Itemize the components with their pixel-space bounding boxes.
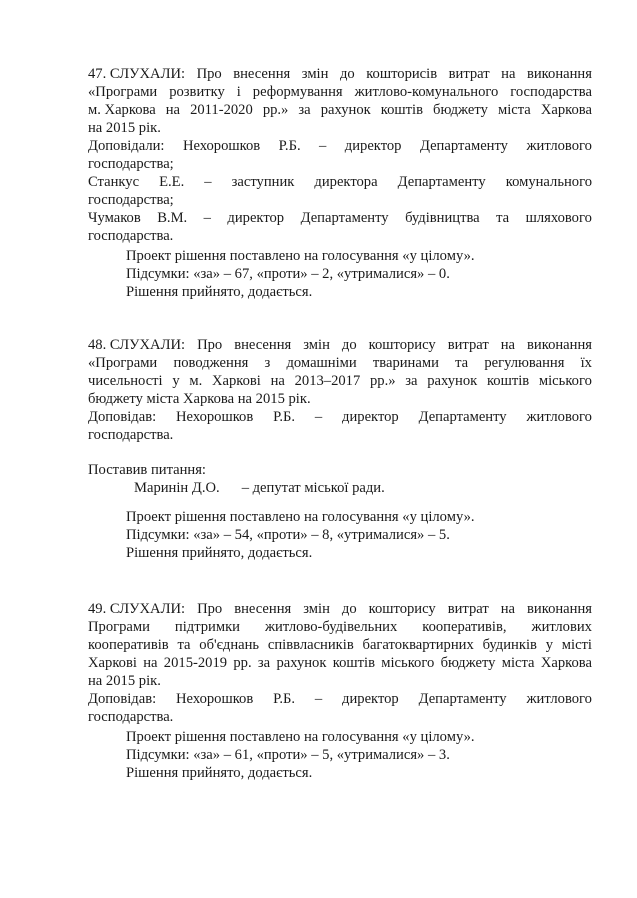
word: – [204, 174, 212, 190]
word: 47. СЛУХАЛИ: [88, 66, 186, 82]
word: будинків [482, 637, 537, 653]
word: Доповідав: [88, 691, 157, 707]
item-49-line-3 [88, 636, 592, 654]
word: внесення [233, 66, 291, 82]
vote-48 [126, 508, 546, 562]
word: підтримки [174, 619, 240, 635]
word: за [298, 102, 311, 118]
word: житлового [526, 409, 592, 425]
item-47-line-3 [88, 101, 592, 119]
word: Станкус [88, 174, 140, 190]
item-47-speaker-1-cont: господарства; [88, 156, 174, 172]
word: 48. СЛУХАЛИ: [88, 337, 186, 353]
item-47-speaker-2-cont: господарства; [88, 192, 174, 208]
word: господарства [510, 84, 592, 100]
word: кооперативів, [422, 619, 507, 635]
word: Харкові [211, 373, 261, 389]
word: виконання [527, 337, 592, 353]
word: Р.Б. [273, 409, 296, 425]
word: рахунок [427, 373, 478, 389]
word: м. Харкова [88, 102, 156, 118]
word: Департаменту [397, 174, 486, 190]
word: директор [227, 210, 285, 226]
word: 2013–2017 [294, 373, 361, 389]
word: житлово-будівельних [264, 619, 398, 635]
word: з [264, 355, 271, 371]
word: та [455, 355, 469, 371]
word: директора [314, 174, 378, 190]
item-48-deputy [88, 479, 592, 497]
vote-47-proposal: Проект рішення поставлено на голосування «у цілому». [126, 248, 475, 264]
item-49-line-2 [88, 618, 592, 636]
item-48 [88, 336, 592, 444]
word: житлово-комунального [354, 84, 499, 100]
word: на [165, 102, 181, 118]
word: на [501, 66, 516, 82]
word: витрат [447, 337, 489, 353]
item-48-deputy-name: Маринін Д.О. [134, 480, 220, 496]
word: виконання [527, 601, 592, 617]
word: шляхового [525, 210, 592, 226]
word: і [236, 84, 241, 100]
word: Про [197, 601, 223, 617]
vote-48-results: Підсумки: «за» – 54, «проти» – 8, «утрималися» – 5. [126, 527, 450, 543]
word: заступник [231, 174, 295, 190]
word: Харкова [540, 102, 592, 118]
word: міста [497, 102, 531, 118]
word: Департаменту [418, 691, 507, 707]
vote-47 [126, 247, 546, 301]
word: – [319, 138, 327, 154]
word: місті [561, 637, 592, 653]
word: на [143, 655, 158, 671]
word: витрат [447, 601, 489, 617]
word: м. [189, 373, 203, 389]
item-48-raised [88, 461, 592, 497]
word: бюджету [440, 655, 496, 671]
word: внесення [234, 337, 292, 353]
word: регулювання [484, 355, 565, 371]
item-47-speaker-3-cont: господарства. [88, 228, 174, 244]
word: на [500, 337, 516, 353]
word: Про [197, 337, 223, 353]
vote-49 [126, 728, 546, 782]
word: змін [301, 66, 329, 82]
word: кошторисів [366, 66, 438, 82]
word: коштів [486, 373, 530, 389]
word: міського [538, 373, 592, 389]
item-47 [88, 65, 592, 245]
word: директор [342, 691, 399, 707]
word: директор [344, 138, 402, 154]
vote-49-decision: Рішення прийнято, додається. [126, 765, 313, 781]
word: «Програми [88, 355, 158, 371]
word: – [203, 210, 211, 226]
vote-48-decision: Рішення прийнято, додається. [126, 545, 313, 561]
word: співвласників [267, 637, 354, 653]
word: чисельності [88, 373, 163, 389]
word: поводження [173, 355, 249, 371]
word: «Програми [88, 84, 158, 100]
vote-48-proposal: Проект рішення поставлено на голосування «у цілому». [126, 509, 475, 525]
word: на [270, 373, 285, 389]
word: тваринами [372, 355, 439, 371]
item-48-speaker [88, 408, 592, 426]
word: Нехорошков [182, 138, 261, 154]
word: 2011-2020 [190, 102, 253, 118]
item-47-line-4: на 2015 рік. [88, 120, 161, 136]
word: рахунок [320, 102, 371, 118]
word: – [314, 409, 323, 425]
word: бюджету [433, 102, 488, 118]
word: до [341, 601, 357, 617]
item-48-deputy-role: – депутат міської ради. [241, 480, 385, 496]
word: директор [342, 409, 399, 425]
vote-49-results: Підсумки: «за» – 61, «проти» – 5, «утрималися» – 3. [126, 747, 450, 763]
vote-47-results: Підсумки: «за» – 67, «проти» – 2, «утрималися» – 0. [126, 266, 450, 282]
word: внесення [234, 601, 292, 617]
item-49-line-4 [88, 654, 592, 672]
word: будівництва [405, 210, 480, 226]
word: В.М. [157, 210, 188, 226]
item-48-raised-label: Поставив питання: [88, 462, 206, 478]
word: витрат [448, 66, 490, 82]
word: коштів [380, 102, 423, 118]
word: Департаменту [419, 138, 508, 154]
item-47-speaker-2 [88, 173, 592, 191]
word: реформування [252, 84, 343, 100]
word: змін [303, 601, 330, 617]
item-49-line-5: на 2015 рік. [88, 673, 161, 689]
word: кошторису [368, 601, 436, 617]
word: 2015-2019 [163, 655, 228, 671]
item-48-speaker-cont: господарства. [88, 427, 174, 443]
item-48-line-3 [88, 372, 592, 390]
item-49-line-1 [88, 600, 592, 618]
word: виконання [526, 66, 592, 82]
item-48-line-4: бюджету міста Харкова на 2015 рік. [88, 391, 311, 407]
word: у [545, 637, 553, 653]
word: Р.Б. [278, 138, 301, 154]
word: житлових [531, 619, 592, 635]
item-47-line-1 [88, 65, 592, 83]
item-47-speaker-1 [88, 137, 592, 155]
word: житлового [526, 138, 592, 154]
word: домашніми [286, 355, 357, 371]
word: Р.Б. [273, 691, 296, 707]
word: Е.Е. [159, 174, 185, 190]
word: Харкова [540, 655, 592, 671]
word: рр.» [262, 102, 289, 118]
word: багатоквартирних [362, 637, 474, 653]
word: до [341, 337, 357, 353]
word: коштів [332, 655, 375, 671]
word: кошторису [368, 337, 436, 353]
word: Доповідав: [88, 409, 157, 425]
word: до [339, 66, 355, 82]
item-49-speaker [88, 690, 592, 708]
word: Програми [88, 619, 150, 635]
word: комунального [505, 174, 592, 190]
word: міста [501, 655, 535, 671]
item-49 [88, 600, 592, 726]
word: розвитку [169, 84, 225, 100]
word: на [500, 601, 516, 617]
word: Харкові [88, 655, 137, 671]
word: рахунок [276, 655, 327, 671]
word: у [172, 373, 180, 389]
word: рр. [233, 655, 252, 671]
word: Чумаков [88, 210, 141, 226]
word: їх [580, 355, 592, 371]
word: змін [303, 337, 330, 353]
word: та [496, 210, 510, 226]
word: Нехорошков [176, 691, 254, 707]
word: міського [381, 655, 435, 671]
item-48-line-1 [88, 336, 592, 354]
word: за [257, 655, 271, 671]
item-49-speaker-cont: господарства. [88, 709, 174, 725]
word: за [405, 373, 418, 389]
word: Нехорошков [176, 409, 254, 425]
word: Департаменту [300, 210, 389, 226]
vote-49-proposal: Проект рішення поставлено на голосування «у цілому». [126, 729, 475, 745]
word: Про [196, 66, 222, 82]
item-47-speaker-3 [88, 209, 592, 227]
word: кооперативів [88, 637, 169, 653]
item-48-line-2 [88, 354, 592, 372]
word: – [314, 691, 323, 707]
vote-47-decision: Рішення прийнято, додається. [126, 284, 313, 300]
item-47-line-2 [88, 83, 592, 101]
word: та [177, 637, 191, 653]
word: рр.» [369, 373, 396, 389]
word: житлового [526, 691, 592, 707]
word: 49. СЛУХАЛИ: [88, 601, 186, 617]
word: об'єднань [199, 637, 260, 653]
word: Департаменту [418, 409, 507, 425]
word: Доповідали: [88, 138, 165, 154]
